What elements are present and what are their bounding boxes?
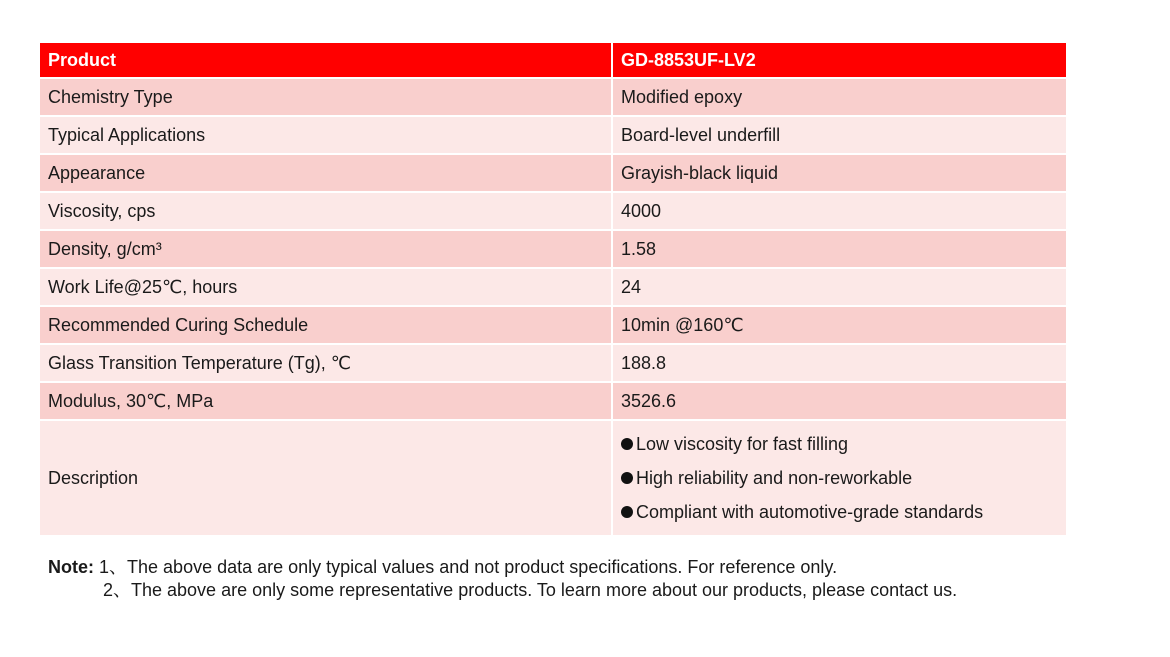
row-label: Chemistry Type <box>40 78 612 116</box>
row-value: 1.58 <box>612 230 1066 268</box>
row-value: 3526.6 <box>612 382 1066 420</box>
note-label: Note: <box>48 557 94 577</box>
note-text-2: 2、The above are only some representative products. To learn more about our products, please contact us. <box>103 580 958 600</box>
row-value: 10min @160℃ <box>612 306 1066 344</box>
table-header-row <box>40 43 1066 78</box>
row-value: Modified epoxy <box>612 78 1066 116</box>
row-label: Appearance <box>40 154 612 192</box>
row-label: Work Life@25℃, hours <box>40 268 612 306</box>
bullet-icon <box>621 472 633 484</box>
row-value: 4000 <box>612 192 1066 230</box>
table-row-work-life <box>40 268 1066 306</box>
table-row-density <box>40 230 1066 268</box>
table-row-modulus <box>40 382 1066 420</box>
table-row-chemistry-type <box>40 78 1066 116</box>
row-label: Density, g/cm³ <box>40 230 612 268</box>
description-list <box>621 427 1066 529</box>
row-label: Recommended Curing Schedule <box>40 306 612 344</box>
row-label: Glass Transition Temperature (Tg), ℃ <box>40 344 612 382</box>
row-value: Board-level underfill <box>612 116 1066 154</box>
header-label: Product <box>40 43 612 78</box>
table-row-description <box>40 420 1066 536</box>
row-label: Modulus, 30℃, MPa <box>40 382 612 420</box>
row-value: Grayish-black liquid <box>612 154 1066 192</box>
table-row-glass-transition <box>40 344 1066 382</box>
note-text-1: 1、The above data are only typical values and not product specifications. For reference only. <box>99 557 838 577</box>
table-row-viscosity <box>40 192 1066 230</box>
note-line-2 <box>48 579 957 602</box>
bullet-icon <box>621 438 633 450</box>
header-product-name: GD-8853UF-LV2 <box>612 43 1066 78</box>
row-label: Viscosity, cps <box>40 192 612 230</box>
description-item-text: Compliant with automotive-grade standards <box>636 502 984 522</box>
row-label: Typical Applications <box>40 116 612 154</box>
bullet-icon <box>621 506 633 518</box>
list-item <box>621 427 1066 461</box>
note-section <box>48 556 957 602</box>
table-row-appearance <box>40 154 1066 192</box>
row-label: Description <box>40 420 612 536</box>
description-cell <box>612 420 1066 536</box>
list-item <box>621 495 1066 529</box>
note-line-1 <box>48 556 957 579</box>
spec-table <box>40 43 1066 537</box>
table-row-curing-schedule <box>40 306 1066 344</box>
row-value: 24 <box>612 268 1066 306</box>
row-value: 188.8 <box>612 344 1066 382</box>
description-item-text: Low viscosity for fast filling <box>636 434 849 454</box>
list-item <box>621 461 1066 495</box>
description-item-text: High reliability and non-reworkable <box>636 468 913 488</box>
table-row-typical-applications <box>40 116 1066 154</box>
